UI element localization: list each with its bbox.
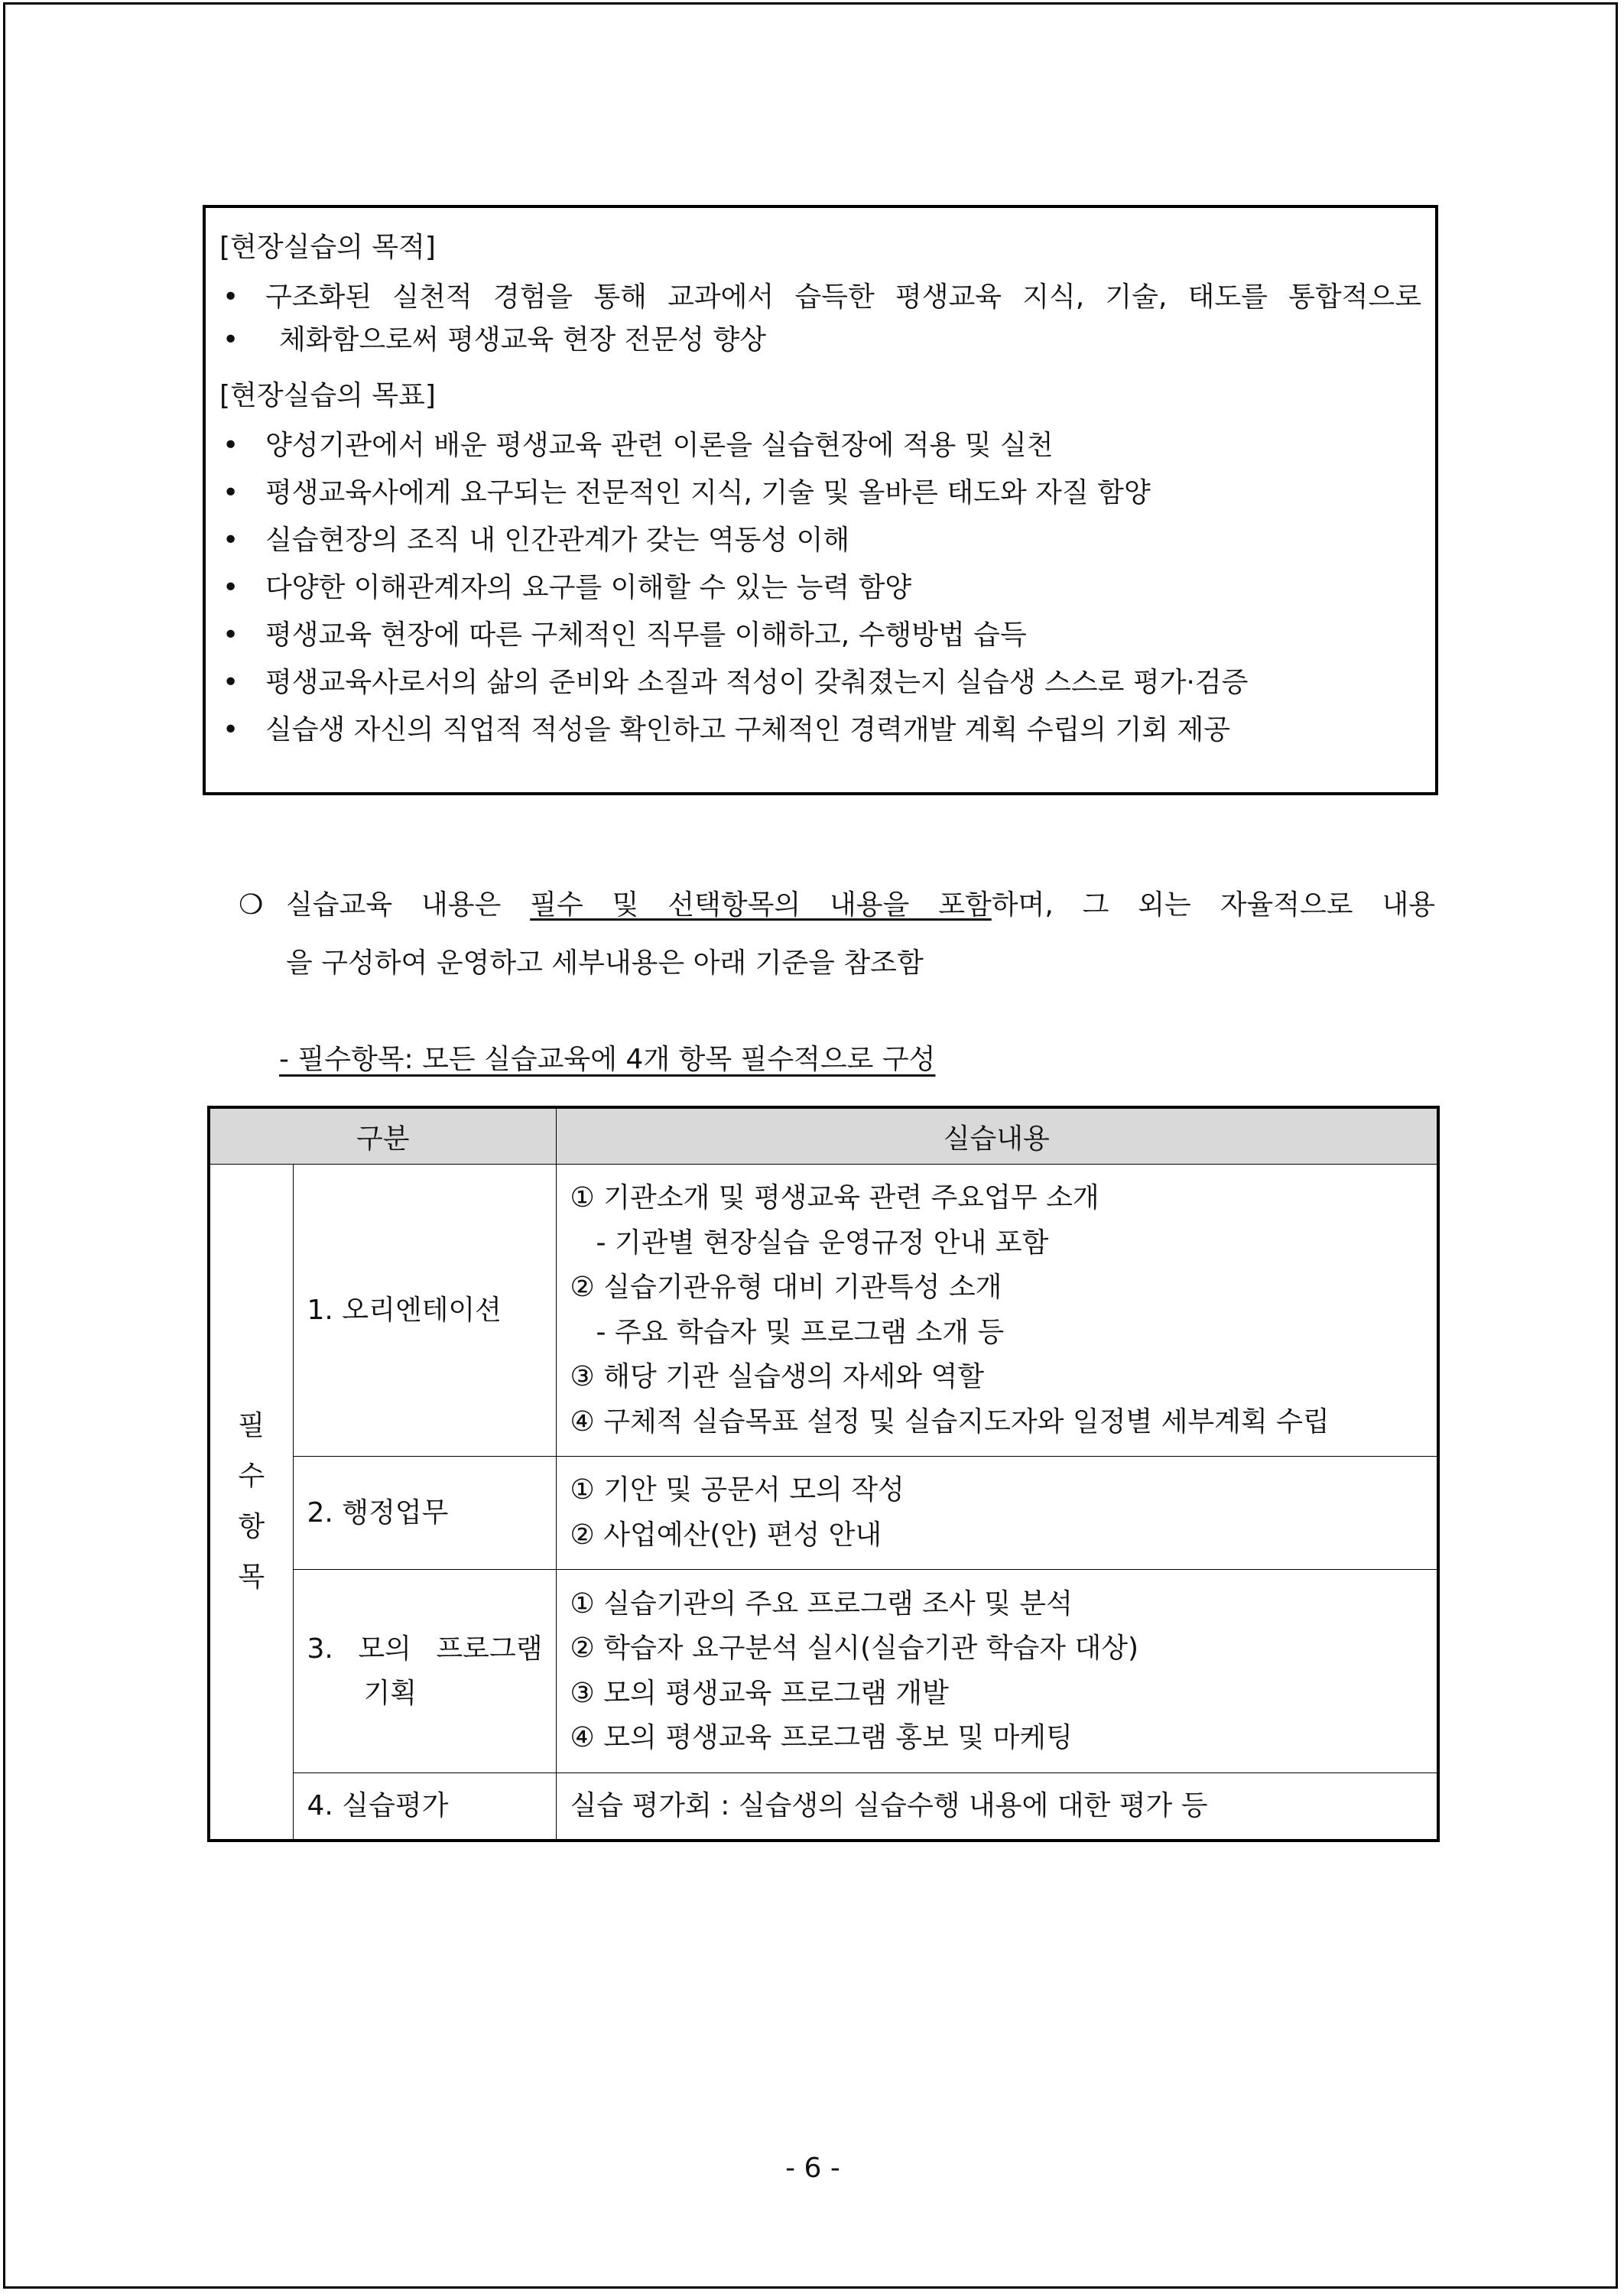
items-cell [556, 1773, 1438, 1841]
group-label-char: 필 [238, 1409, 265, 1441]
required-items-subtitle [279, 1041, 935, 1079]
item-line: ① 실습기관의 주요 프로그램 조사 및 분석 [570, 1587, 1073, 1620]
objective-item: • 평생교육 현장에 따른 구체적인 직무를 이해하고, 수행방법 습득 [219, 612, 1421, 659]
objective-item: • 다양한 이해관계자의 요구를 이해할 수 있는 능력 함양 [219, 564, 1421, 612]
paragraph-post: 하며, 그 외는 자율적으로 내용 [991, 889, 1436, 921]
paragraph-line-1 [239, 876, 1435, 934]
group-label-required [209, 1165, 293, 1841]
objective-item: • 평생교육사로서의 삶의 준비와 소질과 적성이 갖춰졌는지 실습생 스스로 평가·검증 [219, 659, 1421, 707]
practicum-goal-box [203, 205, 1438, 795]
purpose-line-2: 체화함으로써 평생교육 현장 전문성 향상 [279, 324, 766, 356]
purpose-item [219, 274, 1421, 321]
category-line-2: 기획 [363, 1677, 417, 1709]
subtitle-text: 필수항목: 모든 실습교육에 4개 항목 필수적으로 구성 [297, 1044, 936, 1075]
objective-item: • 평생교육사에게 요구되는 전문적인 지식, 기술 및 올바른 태도와 자질 함양 [219, 470, 1421, 517]
item-line: ① 기관소개 및 평생교육 관련 주요업무 소개 [570, 1182, 1099, 1214]
category-cell: 4. 실습평가 [293, 1773, 556, 1841]
circle-bullet-icon: ❍ [239, 889, 264, 921]
item-line: ③ 모의 평생교육 프로그램 개발 [570, 1677, 949, 1709]
items-cell [556, 1165, 1438, 1457]
objective-item: • 실습현장의 조직 내 인간관계가 갖는 역동성 이해 [219, 517, 1421, 564]
table-row [209, 1570, 1438, 1773]
page-number: - 6 - [785, 2153, 840, 2184]
category-cell [293, 1570, 556, 1773]
paragraph-pre: 실습교육 내용은 [286, 889, 531, 921]
item-line: ① 기안 및 공문서 모의 작성 [570, 1474, 905, 1506]
category-cell: 2. 행정업무 [293, 1457, 556, 1570]
item-line: ② 학습자 요구분석 실시(실습기관 학습자 대상) [570, 1633, 1139, 1664]
item-line: 실습 평가회 : 실습생의 실습수행 내용에 대한 평가 등 [570, 1789, 1208, 1821]
category-word: 프로그램 [436, 1633, 543, 1665]
subtitle-dash: - [279, 1044, 298, 1075]
table-header-row [209, 1107, 1438, 1165]
objectives-title: [현장실습의 목표] [219, 380, 436, 411]
document-page [3, 2, 1618, 2289]
required-items-table [207, 1106, 1440, 1842]
items-cell [556, 1570, 1438, 1773]
paragraph-underlined: 필수 및 선택항목의 내용을 포함 [530, 889, 992, 921]
header-category: 구분 [209, 1107, 556, 1165]
items-cell [556, 1457, 1438, 1570]
item-line: ④ 구체적 실습목표 설정 및 실습지도자와 일정별 세부계획 수립 [570, 1405, 1330, 1438]
purpose-item-continued [219, 317, 1421, 364]
group-label-char: 항 [238, 1510, 265, 1542]
table-row [209, 1773, 1438, 1841]
purpose-line-1: 구조화된 실천적 경험을 통해 교과에서 습득한 평생교육 지식, 기술, 태도를 통합적으로 [265, 281, 1421, 313]
table-row [209, 1457, 1438, 1570]
paragraph-line-2: 을 구성하여 운영하고 세부내용은 아래 기준을 참조함 [286, 947, 924, 979]
objective-item: • 양성기관에서 배운 평생교육 관련 이론을 실습현장에 적용 및 실천 [219, 422, 1421, 470]
category-line-1 [307, 1627, 543, 1672]
content-paragraph [239, 876, 1435, 993]
header-content: 실습내용 [556, 1107, 1438, 1165]
objective-item: • 실습생 자신의 직업적 적성을 확인하고 구체적인 경력개발 계획 수립의 기회 제공 [219, 707, 1421, 754]
category-word: 모의 [358, 1633, 411, 1665]
category-cell: 1. 오리엔테이션 [293, 1165, 556, 1457]
item-line: ④ 모의 평생교육 프로그램 홍보 및 마케팅 [570, 1722, 1073, 1753]
item-line: ② 실습기관유형 대비 기관특성 소개 [570, 1272, 1002, 1303]
item-line: ② 사업예산(안) 편성 안내 [570, 1519, 882, 1551]
category-num: 3. [307, 1633, 333, 1665]
item-subline: - 기관별 현장실습 운영규정 안내 포함 [596, 1227, 1049, 1259]
item-subline: - 주요 학습자 및 프로그램 소개 등 [596, 1316, 1005, 1348]
table-row [209, 1165, 1438, 1457]
purpose-title: [현장실습의 목적] [219, 232, 436, 263]
group-label-char: 수 [238, 1460, 265, 1492]
group-label-char: 목 [238, 1561, 265, 1593]
item-line: ③ 해당 기관 실습생의 자세와 역할 [570, 1361, 985, 1392]
